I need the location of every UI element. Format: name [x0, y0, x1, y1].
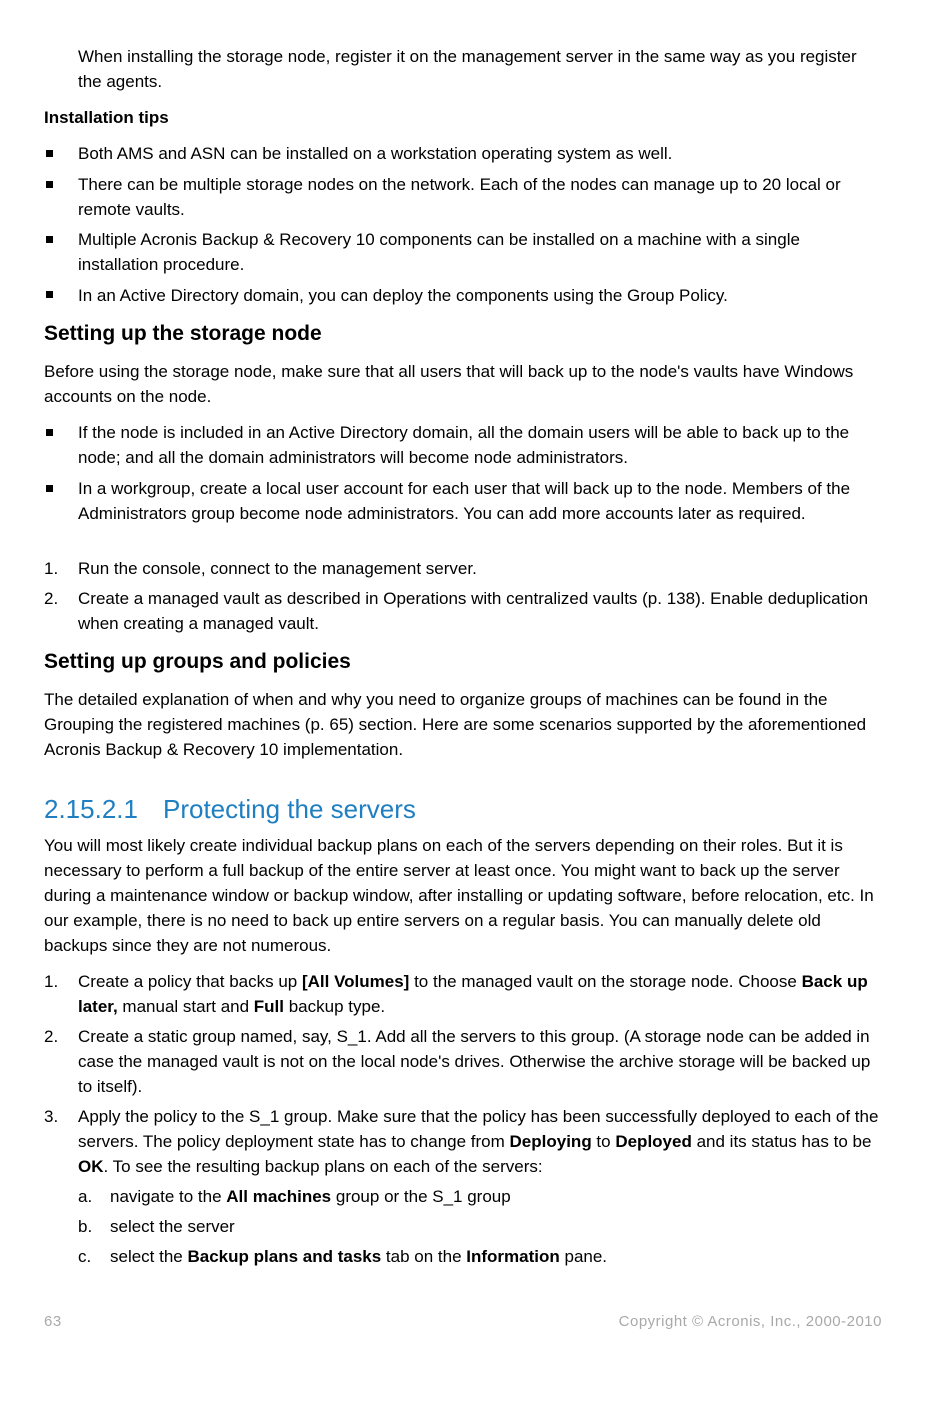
tip-item: In an Active Directory domain, you can deploy the components using the Group Policy. — [78, 286, 728, 305]
substep-letter: c. — [78, 1247, 92, 1266]
intro-paragraph: When installing the storage node, register it on the management server in the same way as you register the agents. — [78, 47, 857, 91]
bullet-icon — [46, 150, 53, 157]
bullet-icon — [46, 291, 53, 298]
section-title: Protecting the servers — [163, 794, 416, 824]
section-heading — [44, 792, 416, 826]
step-number: 2. — [44, 589, 59, 608]
protecting-step-3: Apply the policy to the S_1 group. Make sure that the policy has been successfully deployed to each of the servers. The policy deployment state has to change from Deploying to Deployed and its status has to be OK. To see the resulting backup plans on each of the servers: — [78, 1107, 879, 1176]
protecting-substep-c: select the Backup plans and tasks tab on the Information pane. — [110, 1247, 608, 1266]
bullet-icon — [46, 236, 53, 243]
storage-node-heading: Setting up the storage node — [44, 322, 322, 345]
protecting-paragraph: You will most likely create individual backup plans on each of the servers depending on their roles. But it is necessary to perform a full backup of the entire server at least once. You might want to back up the server during a maintenance window or backup window, after installing or updating software, before relocation, etc. In our example, there is no need to back up entire servers on a regular basis. You can manually delete old backups since they are not numerous. — [44, 836, 874, 955]
step-number: 3. — [44, 1107, 59, 1126]
protecting-step-2: Create a static group named, say, S_1. Add all the servers to this group. (A storage node can be added in case the managed vault is not on the local node's drives. Otherwise the archive storage will be backed up to itself). — [78, 1027, 871, 1096]
tip-item: There can be multiple storage nodes on the network. Each of the nodes can manage up to 20 local or remote vaults. — [78, 175, 841, 219]
substep-letter: a. — [78, 1187, 93, 1206]
bullet-icon — [46, 429, 53, 436]
page-number: 63 — [44, 1313, 62, 1330]
storage-node-bullet: In a workgroup, create a local user account for each user that will back up to the node. Members of the Administrators group become node administrators. You can add more accounts later as required. — [78, 479, 851, 523]
tip-item: Multiple Acronis Backup & Recovery 10 components can be installed on a machine with a single installation procedure. — [78, 230, 800, 274]
step-number: 1. — [44, 559, 59, 578]
substep-letter: b. — [78, 1217, 93, 1236]
tip-item: Both AMS and ASN can be installed on a workstation operating system as well. — [78, 144, 673, 163]
groups-policies-heading: Setting up groups and policies — [44, 650, 351, 673]
storage-node-paragraph: Before using the storage node, make sure that all users that will back up to the node's vaults have Windows accounts on the node. — [44, 362, 854, 406]
copyright-notice: Copyright © Acronis, Inc., 2000-2010 — [618, 1313, 882, 1330]
groups-policies-paragraph: The detailed explanation of when and why you need to organize groups of machines can be found in the Grouping the registered machines (p. 65) section. Here are some scenarios supported by the aforementioned Acronis Backup & Recovery 10 implementation. — [44, 690, 867, 759]
storage-node-step: Run the console, connect to the management server. — [78, 559, 477, 578]
bullet-icon — [46, 485, 53, 492]
protecting-substep-b: select the server — [110, 1217, 235, 1236]
protecting-substep-a: navigate to the All machines group or the S_1 group — [110, 1187, 511, 1206]
protecting-step-1: Create a policy that backs up [All Volumes] to the managed vault on the storage node. Choose Back up later, manual start and Full backup type. — [78, 972, 868, 1016]
section-number: 2.15.2.1 — [44, 794, 138, 824]
step-number: 1. — [44, 972, 59, 991]
bullet-icon — [46, 181, 53, 188]
step-number: 2. — [44, 1027, 59, 1046]
installation-tips-heading: Installation tips — [44, 108, 169, 127]
storage-node-step: Create a managed vault as described in Operations with centralized vaults (p. 138). Enable deduplication when creating a managed vault. — [78, 589, 869, 633]
storage-node-bullet: If the node is included in an Active Directory domain, all the domain users will be able to back up to the node; and all the domain administrators will become node administrators. — [78, 423, 850, 467]
